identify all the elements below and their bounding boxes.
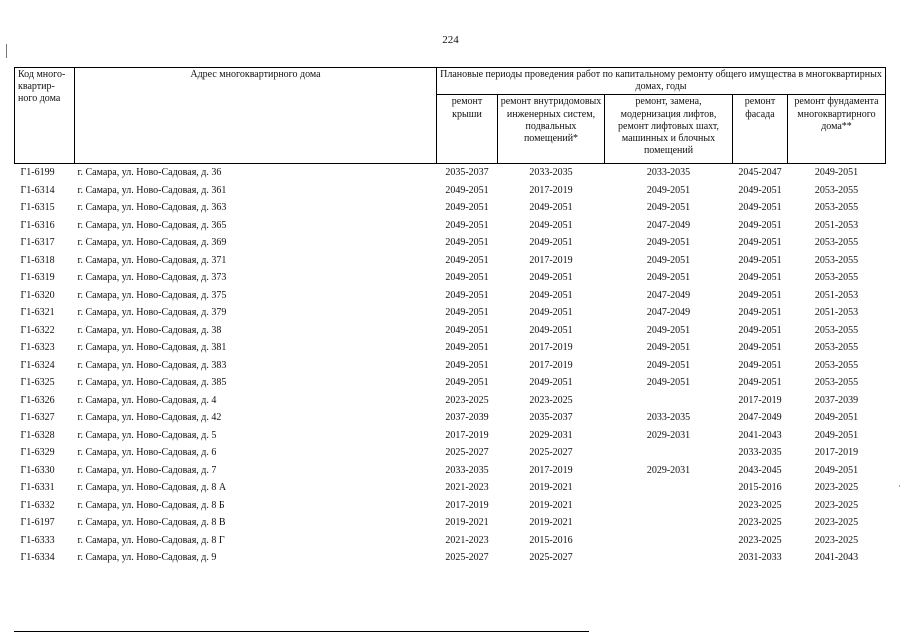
row-facade: 2023-2025 — [738, 499, 782, 511]
table-row — [15, 374, 886, 392]
row-systems: 2049-2051 — [529, 324, 573, 336]
row-systems: 2017-2019 — [529, 342, 573, 354]
row-lifts: 2029-2031 — [646, 464, 691, 476]
table-row — [15, 322, 886, 340]
row-code: Г1-6318 — [20, 254, 55, 266]
row-address: г. Самара, ул. Ново-Садовая, д. 371 — [77, 254, 227, 266]
table-row — [15, 164, 886, 182]
row-facade: 2049-2051 — [738, 202, 782, 214]
row-roof: 2019-2021 — [445, 517, 489, 529]
row-lifts: 2033-2035 — [646, 167, 691, 179]
row-address: г. Самара, ул. Ново-Садовая, д. 8 Г — [77, 534, 225, 546]
row-facade: 2041-2043 — [738, 429, 782, 441]
row-foundation: 2041-2043 — [814, 552, 859, 564]
row-facade: 2043-2045 — [738, 464, 782, 476]
row-facade: 2015-2016 — [738, 482, 782, 494]
row-facade: 2031-2033 — [738, 552, 782, 564]
table-row — [15, 287, 886, 305]
row-code: Г1-6333 — [20, 534, 55, 546]
table-row — [15, 479, 886, 497]
row-roof: 2049-2051 — [445, 359, 489, 371]
bottom-rule — [14, 631, 589, 632]
row-foundation: 2053-2055 — [814, 184, 859, 196]
row-roof: 2049-2051 — [445, 289, 489, 301]
row-code: Г1-6326 — [20, 394, 55, 406]
row-foundation: 2053-2055 — [814, 377, 859, 389]
row-facade: 2023-2025 — [738, 517, 782, 529]
header-periods-title: Плановые периоды проведения работ по капитальному ремонту общего имущества в многоквартирных домах, годы — [437, 68, 886, 95]
row-roof: 2037-2039 — [445, 412, 489, 424]
row-systems: 2017-2019 — [529, 359, 573, 371]
table-row — [15, 234, 886, 252]
header-lifts: ремонт, замена, модернизация лифтов, ремонт лифтовых шахт, машинных и блочных помещений — [605, 95, 733, 164]
row-lifts: 2049-2051 — [646, 359, 691, 371]
row-code: Г1-6319 — [20, 272, 55, 284]
row-roof: 2021-2023 — [445, 482, 489, 494]
row-foundation: 2023-2025 — [814, 482, 859, 494]
row-systems: 2019-2021 — [529, 517, 573, 529]
row-roof: 2049-2051 — [445, 272, 489, 284]
row-roof: 2049-2051 — [445, 324, 489, 336]
row-foundation: 2053-2055 — [814, 272, 859, 284]
row-address: г. Самара, ул. Ново-Садовая, д. 42 — [77, 412, 222, 424]
table-row — [15, 462, 886, 480]
table-row — [15, 339, 886, 357]
table-header — [15, 68, 886, 164]
row-roof: 2025-2027 — [445, 552, 489, 564]
row-systems: 2017-2019 — [529, 254, 573, 266]
row-code: Г1-6320 — [20, 289, 55, 301]
row-roof: 2035-2037 — [445, 167, 489, 179]
row-address: г. Самара, ул. Ново-Садовая, д. 8 В — [77, 517, 226, 529]
row-roof: 2049-2051 — [445, 342, 489, 354]
row-systems: 2049-2051 — [529, 272, 573, 284]
row-foundation: 2037-2039 — [814, 394, 859, 406]
row-code: Г1-6314 — [20, 184, 55, 196]
row-foundation: 2049-2051 — [814, 412, 859, 424]
row-lifts: 2049-2051 — [646, 272, 691, 284]
row-facade: 2049-2051 — [738, 377, 782, 389]
row-lifts: 2047-2049 — [646, 289, 691, 301]
header-roof: ремонт крыши — [437, 95, 498, 164]
row-lifts: 2047-2049 — [646, 219, 691, 231]
row-systems: 2019-2021 — [529, 482, 573, 494]
row-systems: 2049-2051 — [529, 202, 573, 214]
row-lifts: 2049-2051 — [646, 237, 691, 249]
table-row — [15, 409, 886, 427]
row-systems: 2019-2021 — [529, 499, 573, 511]
page-number-text: 224 — [442, 34, 459, 46]
row-systems: 2049-2051 — [529, 237, 573, 249]
row-code: Г1-6321 — [20, 307, 55, 319]
row-facade: 2033-2035 — [738, 447, 782, 459]
row-address: г. Самара, ул. Ново-Садовая, д. 381 — [77, 342, 227, 354]
page-number — [0, 34, 905, 46]
row-foundation: 2049-2051 — [814, 167, 859, 179]
row-code: Г1-6316 — [20, 219, 55, 231]
row-systems: 2049-2051 — [529, 289, 573, 301]
row-foundation: 2053-2055 — [814, 254, 859, 266]
row-code: Г1-6332 — [20, 499, 55, 511]
row-facade: 2049-2051 — [738, 342, 782, 354]
row-address: г. Самара, ул. Ново-Садовая, д. 379 — [77, 307, 227, 319]
row-systems: 2029-2031 — [529, 429, 573, 441]
row-facade: 2023-2025 — [738, 534, 782, 546]
row-code: Г1-6197 — [20, 517, 55, 529]
row-foundation: 2023-2025 — [814, 517, 859, 529]
row-foundation: 2023-2025 — [814, 534, 859, 546]
row-code: Г1-6315 — [20, 202, 55, 214]
row-roof: 2033-2035 — [445, 464, 489, 476]
row-address: г. Самара, ул. Ново-Садовая, д. 383 — [77, 359, 227, 371]
header-code: Код много-квартир-ного дома — [15, 68, 75, 164]
row-foundation: 2053-2055 — [814, 342, 859, 354]
capital-repair-table — [14, 67, 886, 567]
row-address: г. Самара, ул. Ново-Садовая, д. 8 А — [77, 482, 227, 494]
row-systems: 2033-2035 — [529, 167, 573, 179]
row-lifts — [605, 514, 733, 532]
row-foundation: 2049-2051 — [814, 464, 859, 476]
row-facade: 2049-2051 — [738, 324, 782, 336]
row-address: г. Самара, ул. Ново-Садовая, д. 361 — [77, 184, 227, 196]
row-address: г. Самара, ул. Ново-Садовая, д. 38 — [77, 324, 222, 336]
header-foundation: ремонт фундамента многоквартирного дома** — [788, 95, 886, 164]
row-foundation: 2053-2055 — [814, 359, 859, 371]
row-systems: 2025-2027 — [529, 552, 573, 564]
row-address: г. Самара, ул. Ново-Садовая, д. 365 — [77, 219, 227, 231]
row-address: г. Самара, ул. Ново-Садовая, д. 8 Б — [77, 499, 225, 511]
row-address: г. Самара, ул. Ново-Садовая, д. 363 — [77, 202, 227, 214]
row-code: Г1-6329 — [20, 447, 55, 459]
row-systems: 2049-2051 — [529, 307, 573, 319]
row-lifts — [605, 497, 733, 515]
row-code: Г1-6199 — [20, 167, 55, 179]
table-row — [15, 444, 886, 462]
row-foundation: 2051-2053 — [814, 219, 859, 231]
row-lifts — [605, 549, 733, 567]
header-systems: ремонт внутридомовых инженерных систем, подвальных помещений* — [498, 95, 605, 164]
row-roof: 2049-2051 — [445, 307, 489, 319]
row-systems: 2023-2025 — [529, 394, 573, 406]
row-lifts: 2049-2051 — [646, 254, 691, 266]
row-code: Г1-6322 — [20, 324, 55, 336]
row-systems: 2049-2051 — [529, 377, 573, 389]
row-roof: 2049-2051 — [445, 219, 489, 231]
scan-mark: · — [898, 481, 901, 491]
row-foundation: 2051-2053 — [814, 307, 859, 319]
margin-mark — [6, 44, 7, 58]
row-code: Г1-6317 — [20, 237, 55, 249]
row-roof: 2017-2019 — [445, 429, 489, 441]
header-address: Адрес многоквартирного дома — [75, 68, 437, 164]
row-address: г. Самара, ул. Ново-Садовая, д. 373 — [77, 272, 227, 284]
row-systems: 2017-2019 — [529, 184, 573, 196]
row-lifts: 2049-2051 — [646, 342, 691, 354]
table-row — [15, 269, 886, 287]
row-foundation: 2053-2055 — [814, 237, 859, 249]
row-facade: 2045-2047 — [738, 167, 782, 179]
row-facade: 2047-2049 — [738, 412, 782, 424]
row-code: Г1-6331 — [20, 482, 55, 494]
table-row — [15, 532, 886, 550]
row-roof: 2017-2019 — [445, 499, 489, 511]
row-facade: 2049-2051 — [738, 219, 782, 231]
table-row — [15, 252, 886, 270]
row-lifts: 2029-2031 — [646, 429, 691, 441]
table-body — [15, 164, 886, 567]
row-lifts: 2049-2051 — [646, 202, 691, 214]
row-address: г. Самара, ул. Ново-Садовая, д. 385 — [77, 377, 227, 389]
row-roof: 2049-2051 — [445, 377, 489, 389]
row-code: Г1-6330 — [20, 464, 55, 476]
row-systems: 2049-2051 — [529, 219, 573, 231]
row-code: Г1-6327 — [20, 412, 55, 424]
table-row — [15, 514, 886, 532]
row-roof: 2025-2027 — [445, 447, 489, 459]
row-foundation: 2049-2051 — [814, 429, 859, 441]
row-lifts: 2049-2051 — [646, 324, 691, 336]
row-facade: 2049-2051 — [738, 237, 782, 249]
row-address: г. Самара, ул. Ново-Садовая, д. 4 — [77, 394, 217, 406]
table-row — [15, 357, 886, 375]
row-lifts — [605, 532, 733, 550]
row-systems: 2025-2027 — [529, 447, 573, 459]
row-systems: 2017-2019 — [529, 464, 573, 476]
table-row — [15, 199, 886, 217]
row-code: Г1-6328 — [20, 429, 55, 441]
row-lifts — [605, 444, 733, 462]
table-row — [15, 427, 886, 445]
row-roof: 2021-2023 — [445, 534, 489, 546]
row-address: г. Самара, ул. Ново-Садовая, д. 5 — [77, 429, 217, 441]
row-foundation: 2053-2055 — [814, 324, 859, 336]
row-address: г. Самара, ул. Ново-Садовая, д. 375 — [77, 289, 227, 301]
row-lifts: 2049-2051 — [646, 377, 691, 389]
row-systems: 2015-2016 — [529, 534, 573, 546]
row-facade: 2017-2019 — [738, 394, 782, 406]
row-roof: 2049-2051 — [445, 184, 489, 196]
row-address: г. Самара, ул. Ново-Садовая, д. 6 — [77, 447, 217, 459]
row-code: Г1-6324 — [20, 359, 55, 371]
row-foundation: 2017-2019 — [814, 447, 859, 459]
row-facade: 2049-2051 — [738, 359, 782, 371]
table-row — [15, 304, 886, 322]
row-code: Г1-6334 — [20, 552, 55, 564]
row-foundation: 2053-2055 — [814, 202, 859, 214]
row-roof: 2049-2051 — [445, 202, 489, 214]
row-roof: 2049-2051 — [445, 237, 489, 249]
row-foundation: 2023-2025 — [814, 499, 859, 511]
row-lifts: 2049-2051 — [646, 184, 691, 196]
row-roof: 2023-2025 — [445, 394, 489, 406]
row-facade: 2049-2051 — [738, 307, 782, 319]
row-code: Г1-6323 — [20, 342, 55, 354]
row-code: Г1-6325 — [20, 377, 55, 389]
row-address: г. Самара, ул. Ново-Садовая, д. 36 — [77, 167, 222, 179]
table-row — [15, 549, 886, 567]
row-address: г. Самара, ул. Ново-Садовая, д. 369 — [77, 237, 227, 249]
row-lifts: 2033-2035 — [646, 412, 691, 424]
header-facade: ремонт фасада — [733, 95, 788, 164]
table-row — [15, 392, 886, 410]
row-facade: 2049-2051 — [738, 254, 782, 266]
row-systems: 2035-2037 — [529, 412, 573, 424]
row-lifts: 2047-2049 — [646, 307, 691, 319]
table-row — [15, 182, 886, 200]
row-facade: 2049-2051 — [738, 272, 782, 284]
row-lifts — [605, 392, 733, 410]
row-facade: 2049-2051 — [738, 184, 782, 196]
table-row — [15, 217, 886, 235]
row-roof: 2049-2051 — [445, 254, 489, 266]
row-facade: 2049-2051 — [738, 289, 782, 301]
row-address: г. Самара, ул. Ново-Садовая, д. 9 — [77, 552, 217, 564]
row-address: г. Самара, ул. Ново-Садовая, д. 7 — [77, 464, 217, 476]
row-lifts — [605, 479, 733, 497]
row-foundation: 2051-2053 — [814, 289, 859, 301]
table-row — [15, 497, 886, 515]
